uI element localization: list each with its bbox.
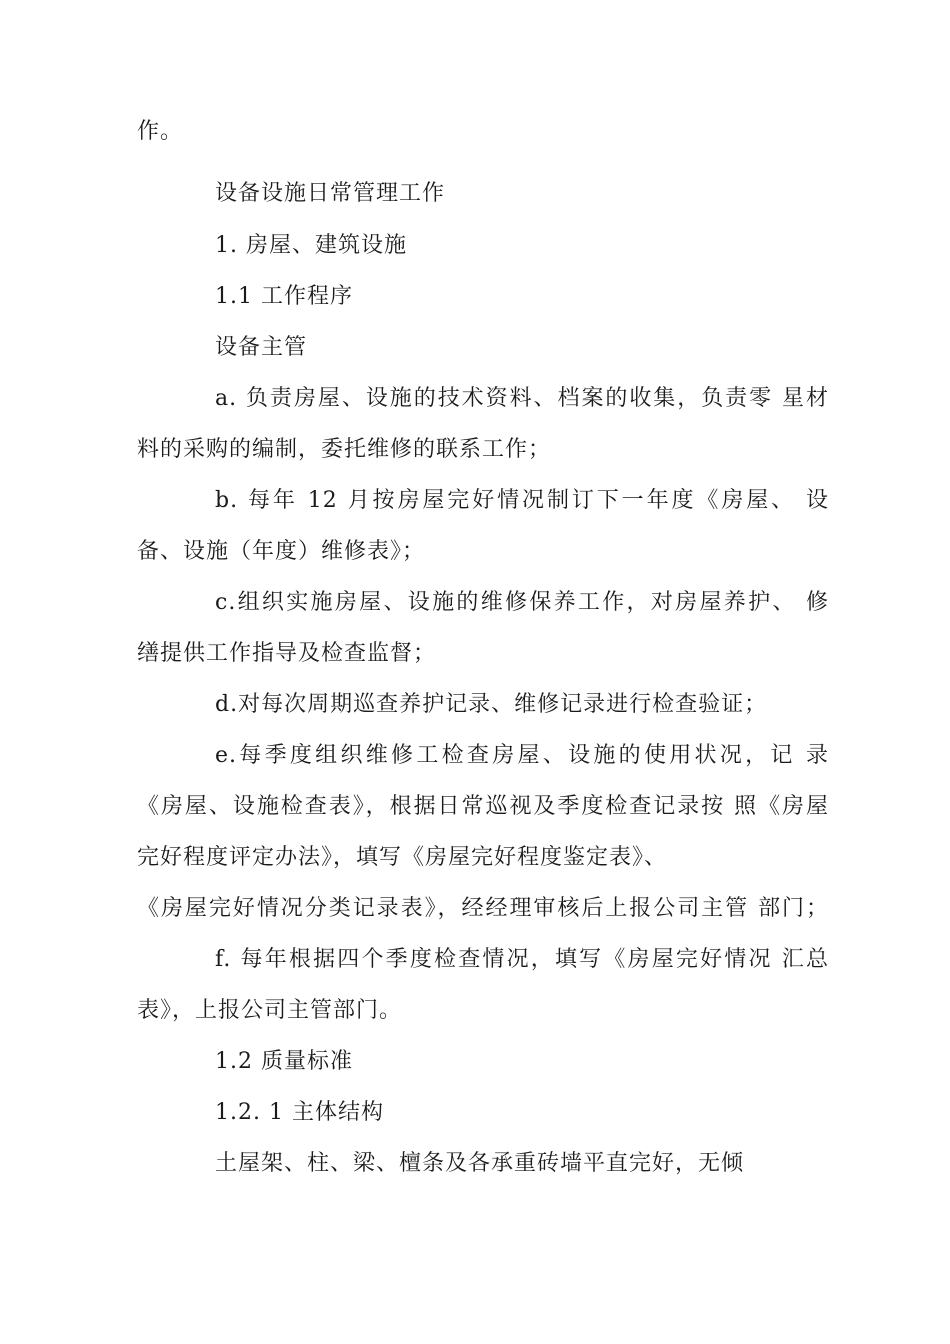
list-item-d: d.对每次周期巡查养护记录、维修记录进行检查验证；	[215, 692, 768, 717]
text-line: 《房屋完好情况分类记录表》，经经理审核后上报公司主管 部门；	[137, 896, 829, 921]
text-line: 料的采购的编制，委托维修的联系工作；	[137, 437, 552, 462]
subsection-heading: 1.2 质量标准	[215, 1049, 353, 1074]
section-heading: 1. 房屋、建筑设施	[215, 233, 407, 258]
text-line: 缮提供工作指导及检查监督；	[137, 641, 437, 666]
text-line: 表》，上报公司主管部门。	[137, 998, 403, 1023]
text-line: 作。	[137, 119, 184, 144]
list-item-e: e.每季度组织维修工检查房屋、设施的使用状况，记 录	[215, 743, 829, 768]
subsection-heading: 1.2. 1 主体结构	[215, 1100, 384, 1125]
text-line: 《房屋、设施检查表》，根据日常巡视及季度检查记录按 照《房屋	[137, 794, 829, 819]
list-item-a: a. 负责房屋、设施的技术资料、档案的收集，负责零 星材	[215, 386, 829, 411]
text-line: 完好程度评定办法》，填写《房屋完好程度鉴定表》、	[137, 845, 668, 870]
text-line: 土屋架、柱、梁、檀条及各承重砖墙平直完好，无倾	[215, 1151, 745, 1176]
text-line: 备、设施（年度）维修表》；	[137, 539, 426, 564]
role-heading: 设备主管	[215, 335, 308, 360]
list-item-f: f. 每年根据四个季度检查情况，填写《房屋完好情况 汇总	[215, 947, 829, 972]
list-item-c: c.组织实施房屋、设施的维修保养工作，对房屋养护、 修	[215, 590, 829, 615]
section-heading: 设备设施日常管理工作	[215, 181, 446, 206]
list-item-b: b. 每年 12 月按房屋完好情况制订下一年度《房屋、 设	[215, 488, 829, 513]
subsection-heading: 1.1 工作程序	[215, 284, 353, 309]
